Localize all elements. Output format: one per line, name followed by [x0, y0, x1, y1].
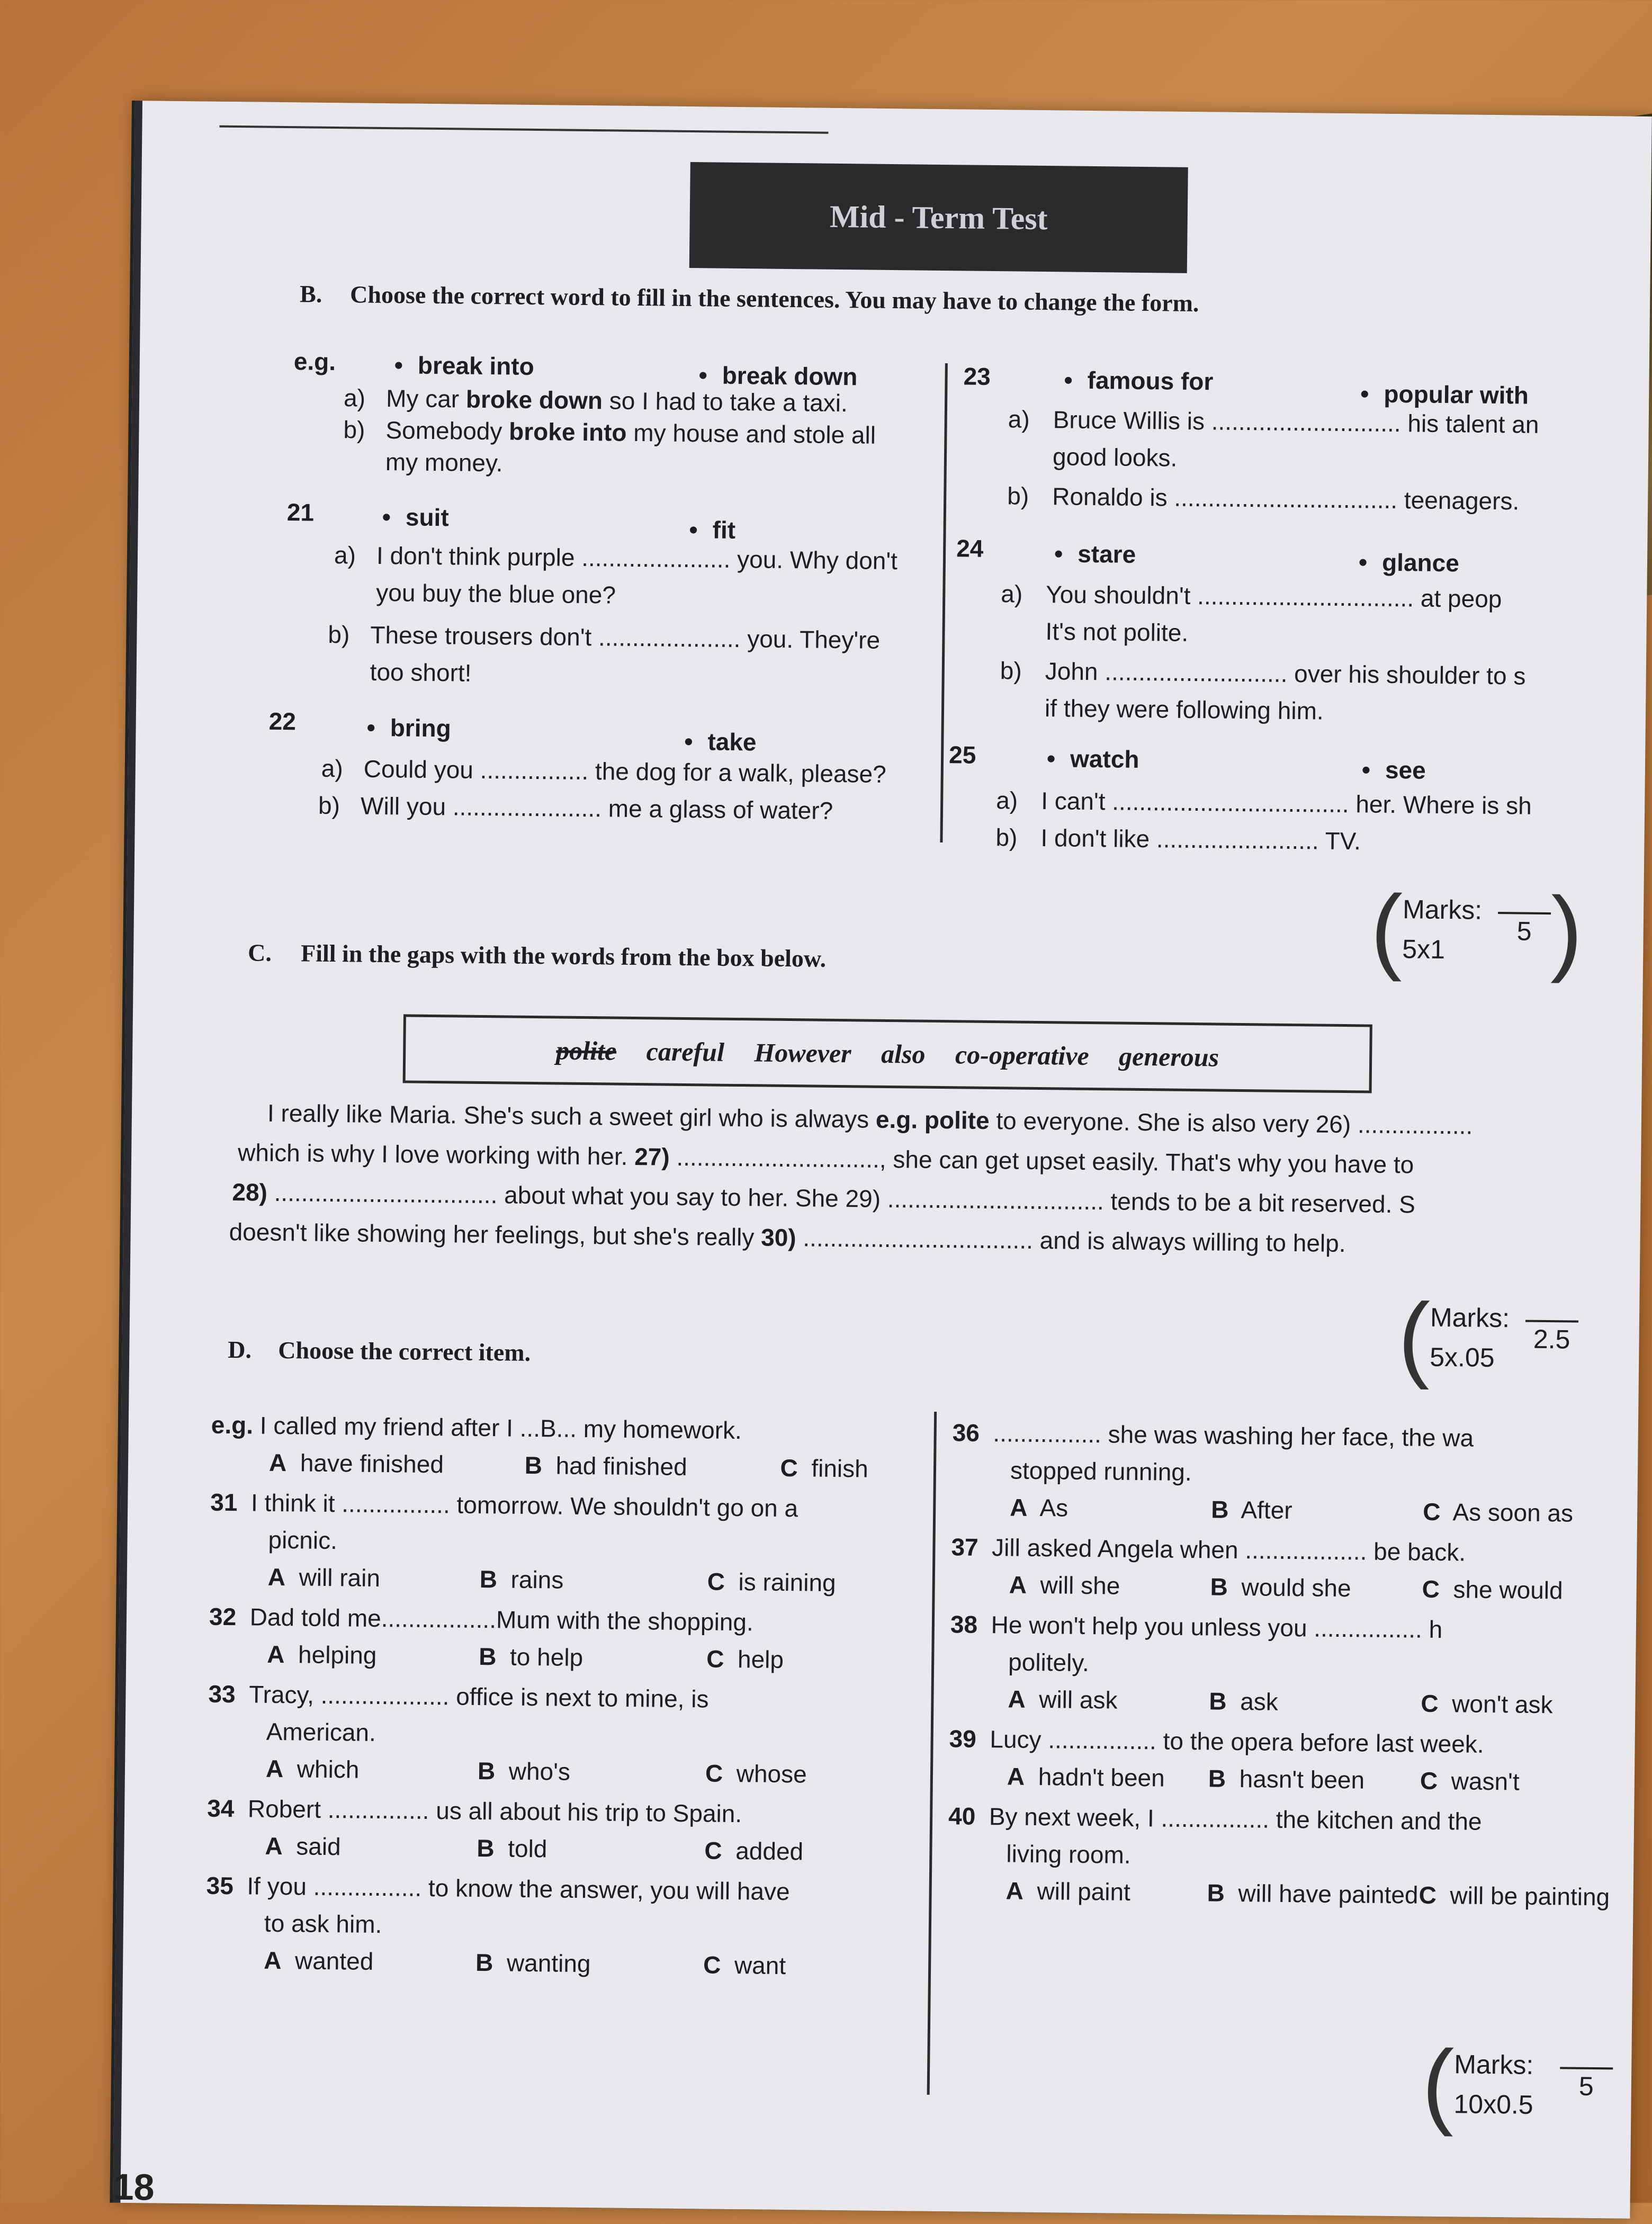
option-text: will she	[1040, 1571, 1120, 1600]
q21-a-line2: you buy the blue one?	[376, 578, 616, 609]
box-word-1: polite	[556, 1035, 617, 1066]
answer-options	[947, 1875, 1610, 1912]
question-number: 32	[209, 1602, 237, 1631]
option-a[interactable]	[267, 1639, 479, 1672]
option-text: ask	[1240, 1688, 1279, 1716]
page-number: 18	[113, 2166, 155, 2208]
question-number: 37	[951, 1533, 978, 1561]
option-letter: B	[475, 1948, 493, 1977]
option-text: is raining	[738, 1568, 836, 1597]
q23-number: 23	[963, 362, 991, 390]
option-letter: C	[1421, 1689, 1439, 1717]
marks-open-paren: (	[1421, 2030, 1455, 2138]
section-c-marks	[1397, 1284, 1595, 1392]
question-number: 40	[948, 1802, 976, 1830]
passage-line-1	[267, 1098, 1473, 1141]
q21-option-1: • suit	[382, 501, 448, 533]
q24-number: 24	[956, 534, 984, 562]
question-39	[949, 1723, 1606, 1798]
option-c[interactable]	[707, 1566, 882, 1598]
q21-option-2: • fit	[689, 514, 735, 545]
page-edge	[113, 101, 142, 2203]
q23-b-letter: b)	[1007, 482, 1029, 510]
q24-option-1: • stare	[1054, 538, 1136, 570]
question-text-line2: stopped running.	[1010, 1456, 1192, 1486]
box-word-5: co-operative	[955, 1039, 1089, 1071]
question-number: 35	[206, 1871, 234, 1900]
eg-option-1: • break into	[394, 349, 534, 382]
option-letter: C	[707, 1567, 725, 1595]
option-letter: B	[479, 1565, 498, 1593]
answer-options	[205, 1944, 915, 1983]
question-text-line2: American.	[266, 1717, 376, 1746]
q25-a-line1: I can't ................................... her. Where is sh	[1040, 786, 1532, 820]
option-letter: C	[1422, 1497, 1441, 1526]
option-text: will rain	[299, 1563, 381, 1592]
question-number: 39	[949, 1725, 977, 1753]
question-text-line2: picnic.	[268, 1526, 338, 1555]
question-number: 31	[210, 1488, 238, 1517]
option-b[interactable]	[1210, 1571, 1422, 1604]
passage-line-1-bold: e.g. polite	[875, 1105, 990, 1135]
q25-option-2: • see	[1362, 754, 1426, 785]
top-rule	[219, 125, 828, 134]
option-c[interactable]	[1422, 1574, 1597, 1606]
q21-b-line2: too short!	[370, 658, 472, 687]
option-letter: C	[780, 1454, 798, 1482]
option-text: she would	[1453, 1575, 1563, 1604]
option-text: finish	[811, 1454, 869, 1483]
option-text: added	[735, 1837, 804, 1866]
section-d-marks	[1421, 2030, 1619, 2139]
q24-a-line1: You shouldn't ................................ at peop	[1046, 580, 1502, 613]
eg-text: I called my friend after I ...B... my homework.	[259, 1411, 742, 1445]
option-letter: B	[524, 1451, 543, 1479]
option-letter: B	[477, 1756, 496, 1785]
eg-b-line2: my money.	[385, 447, 503, 477]
section-d-heading: Choose the correct item.	[278, 1336, 531, 1366]
question-33	[208, 1679, 918, 1791]
passage-line-4-post: .................................. and is always willing to help.	[796, 1224, 1346, 1258]
option-text: help	[737, 1645, 784, 1673]
marks-total: 5	[1497, 912, 1551, 948]
question-text: I think it ................ tomorrow. We shouldn't go on a	[250, 1488, 798, 1522]
option-text: hadn't been	[1038, 1763, 1165, 1792]
q24-b-line1: John ........................... over his shoulder to s	[1045, 657, 1526, 690]
marks-calc: 5x1	[1402, 934, 1446, 964]
eg-options	[211, 1447, 921, 1485]
box-word-6: generous	[1118, 1041, 1219, 1072]
answer-options	[210, 1561, 920, 1599]
answer-options	[949, 1683, 1606, 1720]
box-word-2: careful	[646, 1036, 725, 1067]
option-letter: A	[1005, 1877, 1024, 1905]
option-text: After	[1241, 1496, 1292, 1524]
option-letter: B	[477, 1834, 495, 1862]
option-letter: C	[703, 1951, 721, 1979]
question-text-line2: living room.	[1006, 1840, 1131, 1869]
q24-a-line2: It's not polite.	[1045, 617, 1189, 647]
q21-b-letter: b)	[328, 620, 350, 649]
q21-a-line1: I don't think purple ...................... you. Why don't	[376, 541, 898, 575]
eg-a-letter: a)	[343, 384, 366, 412]
question-38	[949, 1609, 1607, 1720]
eg-label: e.g.	[211, 1411, 254, 1439]
option-text: have finished	[300, 1449, 444, 1478]
option-c[interactable]	[1420, 1765, 1595, 1798]
marks-label: Marks:	[1454, 2049, 1534, 2080]
question-40	[947, 1800, 1610, 1912]
q24-b-line2: if they were following him.	[1044, 694, 1324, 725]
option-a[interactable]	[1005, 1875, 1207, 1908]
option-b[interactable]	[1207, 1877, 1419, 1910]
option-letter: A	[267, 1563, 286, 1591]
option-text: who's	[508, 1757, 571, 1786]
answer-options	[206, 1830, 917, 1868]
section-d-right-column	[947, 1417, 1609, 1912]
option-a[interactable]	[1007, 1761, 1209, 1793]
q22-number: 22	[268, 707, 297, 736]
section-c-letter: C.	[247, 939, 272, 966]
question-text: ................ she was washing her face, the wa	[993, 1419, 1474, 1452]
eg-question	[211, 1410, 921, 1448]
q25-b-letter: b)	[995, 823, 1018, 851]
q21-b-line1: These trousers don't ..................... you. They're	[370, 621, 881, 654]
option-letter: B	[1208, 1764, 1226, 1792]
marks-close-paren: )	[1550, 877, 1583, 984]
option-b[interactable]	[1209, 1685, 1421, 1718]
option-letter: A	[1009, 1571, 1027, 1599]
section-d-divider	[927, 1412, 937, 2095]
marks-calc: 5x.05	[1429, 1342, 1495, 1373]
section-b-divider	[940, 363, 947, 842]
question-text-line2: to ask him.	[264, 1909, 382, 1939]
option-c[interactable]	[705, 1757, 881, 1790]
option-letter: A	[265, 1754, 284, 1783]
section-c-heading: Fill in the gaps with the words from the box below.	[300, 939, 827, 972]
question-text: Lucy ................ to the opera before last week.	[990, 1725, 1484, 1758]
option-text: will be painting	[1450, 1881, 1610, 1911]
eg-sentence-a	[386, 383, 848, 418]
question-34	[206, 1793, 917, 1868]
section-d-left-column	[205, 1410, 921, 1983]
option-text: to help	[509, 1643, 583, 1672]
section-b-letter: B.	[299, 280, 322, 308]
passage-line-3-post: ................................. about what you say to her. She 29) ................................ tends to be a bit reserved. S	[267, 1178, 1416, 1218]
eg-b-pre: Somebody	[385, 416, 509, 445]
option-letter: C	[1420, 1766, 1438, 1795]
eg-b-answer: broke into	[508, 417, 627, 446]
q22-b-letter: b)	[318, 791, 340, 820]
option-b[interactable]	[479, 1564, 707, 1597]
option-letter: A	[263, 1946, 282, 1975]
q24-option-2: • glance	[1359, 546, 1459, 578]
option-b[interactable]	[1208, 1763, 1421, 1796]
page-title: Mid - Term Test	[689, 162, 1188, 273]
question-number: 34	[206, 1794, 235, 1823]
question-text: By next week, I ................ the kitchen and the	[989, 1802, 1482, 1835]
section-b-heading: Choose the correct word to fill in the sentences. You may have to change the form.	[349, 281, 1199, 317]
passage-line-2-bold: 27)	[634, 1142, 670, 1171]
option-text: won't ask	[1451, 1690, 1553, 1719]
option-text: will paint	[1037, 1877, 1131, 1906]
q22-option-1: • bring	[366, 712, 451, 744]
option-text: hasn't been	[1239, 1765, 1365, 1794]
question-text: Dad told me.................Mum with the shopping.	[249, 1603, 754, 1636]
option-text: told	[508, 1834, 547, 1863]
answer-options	[950, 1568, 1608, 1606]
option-a[interactable]	[268, 1562, 480, 1594]
option-a[interactable]	[264, 1945, 476, 1978]
option-b[interactable]	[479, 1641, 707, 1674]
q21-number: 21	[286, 498, 315, 526]
eg-option-a	[269, 1447, 518, 1481]
passage-line-3-bold: 28)	[232, 1178, 268, 1206]
q22-option-2: • take	[684, 726, 757, 757]
eg-a-pre: My car	[385, 384, 466, 413]
option-b[interactable]	[478, 1755, 706, 1788]
q23-option-1: • famous for	[1064, 364, 1213, 397]
box-word-3: However	[754, 1037, 851, 1069]
passage-line-3	[232, 1177, 1415, 1219]
q25-a-letter: a)	[995, 786, 1018, 814]
q25-b-line1: I don't like ........................ TV.	[1040, 823, 1361, 855]
option-letter: B	[1210, 1573, 1228, 1601]
left-question-list	[205, 1487, 920, 1983]
question-number: 38	[950, 1610, 978, 1638]
passage-line-2-pre: which is why I love working with her.	[237, 1138, 635, 1170]
passage-line-1-post: to everyone. She is also very 26) .................	[989, 1107, 1473, 1140]
question-36	[951, 1417, 1609, 1529]
marks-total: 5	[1560, 2067, 1613, 2103]
passage-line-4	[229, 1216, 1346, 1259]
right-question-list	[947, 1417, 1609, 1912]
eg-label: e.g.	[293, 347, 336, 375]
passage-line-4-bold: 30)	[760, 1223, 796, 1252]
passage-line-2	[238, 1137, 1414, 1180]
answer-options	[208, 1753, 918, 1791]
q21-a-letter: a)	[334, 541, 356, 569]
passage-line-2-post: .............................., she can get upset easily. That's why you have to	[669, 1143, 1414, 1179]
question-text: He won't help you unless you ................ h	[991, 1611, 1443, 1644]
eg-a-answer: broke down	[465, 385, 603, 415]
option-letter: C	[704, 1836, 722, 1864]
question-35	[205, 1870, 916, 1983]
option-text: rains	[510, 1565, 564, 1594]
eg-a-post: so I had to take a taxi.	[602, 387, 848, 417]
option-letter: A	[265, 1832, 283, 1860]
option-a[interactable]	[265, 1831, 477, 1863]
option-text: whose	[736, 1760, 807, 1788]
option-c[interactable]	[704, 1835, 879, 1867]
option-text: want	[734, 1951, 786, 1980]
option-b[interactable]	[475, 1947, 704, 1980]
option-letter: A	[1007, 1762, 1025, 1790]
q23-b-line1: Ronaldo is ................................. teenagers.	[1052, 482, 1520, 515]
option-text: which	[297, 1755, 360, 1783]
option-a[interactable]	[1008, 1683, 1209, 1716]
option-letter: B	[1210, 1495, 1229, 1523]
option-text: had finished	[555, 1451, 687, 1481]
q25-option-1: • watch	[1047, 743, 1139, 775]
question-37	[950, 1531, 1608, 1606]
option-text: will have painted	[1238, 1879, 1418, 1909]
eg-b-letter: b)	[343, 416, 365, 444]
eg-option-2: • break down	[698, 360, 857, 392]
option-c[interactable]	[703, 1949, 878, 1981]
q25-number: 25	[948, 741, 976, 769]
option-text: said	[296, 1832, 341, 1861]
option-b[interactable]	[1211, 1494, 1423, 1527]
option-text: will ask	[1039, 1685, 1118, 1714]
option-letter: B	[478, 1642, 497, 1671]
q22-a-letter: a)	[321, 754, 343, 783]
option-letter: B	[1209, 1687, 1227, 1715]
marks-open-paren: (	[1397, 1284, 1431, 1391]
marks-label: Marks:	[1402, 894, 1483, 925]
option-text: As	[1039, 1494, 1069, 1522]
section-b-marks	[1370, 875, 1583, 984]
option-letter: A	[1008, 1685, 1026, 1713]
question-number: 33	[208, 1680, 236, 1708]
word-box	[403, 1014, 1372, 1093]
option-letter: B	[1207, 1879, 1225, 1907]
q23-a-line1: Bruce Willis is ............................ his talent an	[1053, 406, 1539, 438]
q23-a-line2: good looks.	[1052, 443, 1178, 472]
eg-option-c	[780, 1454, 868, 1483]
option-text: helping	[298, 1640, 377, 1669]
section-d-letter: D.	[228, 1335, 252, 1364]
box-word-4: also	[881, 1038, 926, 1069]
option-text: As soon as	[1452, 1498, 1574, 1527]
option-a[interactable]	[1009, 1569, 1210, 1602]
question-text: Robert ............... us all about his trip to Spain.	[247, 1795, 742, 1828]
option-text: would she	[1241, 1573, 1351, 1602]
test-page	[113, 101, 1651, 2219]
passage-line-4-pre: doesn't like showing her feelings, but she's really	[229, 1217, 761, 1251]
option-c[interactable]	[706, 1643, 882, 1675]
option-letter: A	[1010, 1493, 1028, 1521]
answer-options	[209, 1638, 919, 1676]
option-text: wasn't	[1451, 1767, 1520, 1796]
option-letter: C	[705, 1759, 723, 1787]
marks-label: Marks:	[1430, 1302, 1510, 1333]
marks-calc: 10x0.5	[1453, 2089, 1533, 2120]
option-letter: C	[1418, 1881, 1437, 1909]
q22-b-line1: Will you ...................... me a glass of water?	[360, 792, 833, 824]
q22-a-line1: Could you ................ the dog for a walk, please?	[363, 755, 887, 788]
passage-line-1-pre: I really like Maria. She's such a sweet girl who is always	[267, 1099, 876, 1133]
option-c[interactable]	[1423, 1496, 1598, 1529]
question-text: If you ................ to know the answer, you will have	[247, 1872, 790, 1906]
option-a[interactable]	[266, 1753, 478, 1786]
option-text: wanted	[294, 1947, 374, 1975]
marks-open-paren: (	[1370, 875, 1403, 983]
question-text-line2: politely.	[1008, 1648, 1090, 1677]
question-text: Tracy, ................... office is next to mine, is	[248, 1680, 709, 1713]
eg-sentence-b	[385, 415, 876, 451]
eg-option-b	[525, 1450, 774, 1483]
answer-options	[949, 1760, 1606, 1798]
eg-b-post: my house and stole all	[626, 418, 876, 449]
option-a[interactable]	[1010, 1492, 1211, 1524]
q23-option-2: • popular with	[1360, 378, 1529, 410]
option-letter: C	[706, 1645, 724, 1673]
option-letter: C	[1422, 1575, 1440, 1603]
option-c[interactable]	[1421, 1688, 1596, 1720]
question-number: 36	[952, 1419, 980, 1447]
option-letter: A	[267, 1640, 285, 1669]
q23-a-letter: a)	[1008, 405, 1030, 433]
option-c[interactable]	[1418, 1880, 1610, 1912]
question-31	[210, 1487, 920, 1599]
option-text: wanting	[506, 1949, 591, 1978]
answer-options	[951, 1491, 1609, 1529]
marks-total: 2.5	[1525, 1320, 1578, 1357]
q24-b-letter: b)	[1000, 657, 1022, 685]
question-32	[209, 1601, 919, 1676]
question-text: Jill asked Angela when .................. be back.	[991, 1534, 1466, 1566]
option-letter: A	[268, 1448, 287, 1477]
q24-a-letter: a)	[1001, 580, 1023, 608]
option-b[interactable]	[477, 1833, 705, 1866]
